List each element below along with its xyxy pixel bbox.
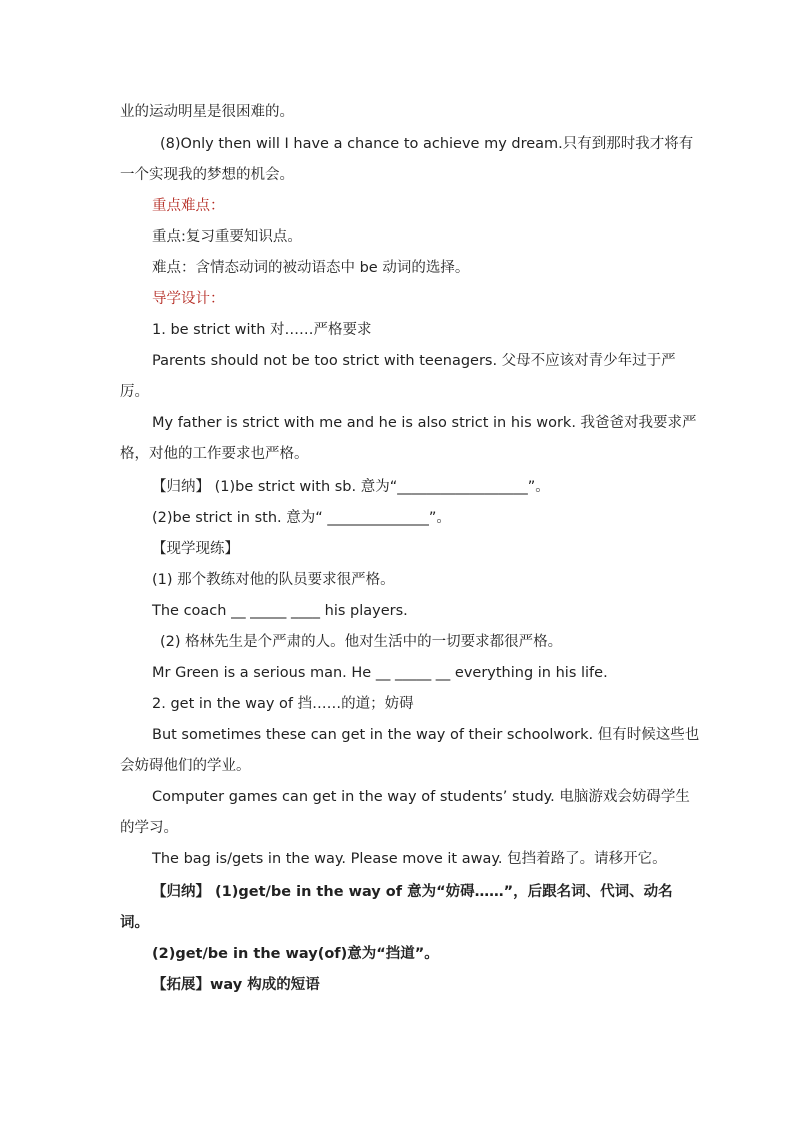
example-sentence: My father is strict with me and he is also strict in his work. 我爸爸对我要求严 [152, 415, 697, 431]
example-sentence: But sometimes these can get in the way of their schoolwork. 但有时候这些也 [152, 727, 700, 743]
example-sentence-cont: 厉。 [120, 384, 149, 400]
difficult-point: 难点：含情态动词的被动语态中 be 动词的选择。 [152, 260, 470, 276]
extension-heading: 【拓展】way 构成的短语 [152, 977, 320, 993]
example-sentence: The bag is/gets in the way. Please move it away. 包挡着路了。请移开它。 [152, 851, 667, 867]
example-sentence-8: (8)Only then will I have a chance to achieve my dream.只有到那时我才将有 [160, 136, 694, 152]
summary-bold-2: (2)get/be in the way(of)意为“挡道”。 [152, 946, 439, 962]
practice-item-2: (2) 格林先生是个严肃的人。他对生活中的一切要求都很严格。 [160, 634, 563, 650]
phrase-heading-1: 1. be strict with 对……严格要求 [152, 322, 372, 338]
example-sentence: Computer games can get in the way of students’ study. 电脑游戏会妨碍学生 [152, 789, 690, 805]
phrase-heading-2: 2. get in the way of 挡……的道；妨碍 [152, 696, 414, 712]
example-sentence-cont: 的学习。 [120, 820, 178, 836]
example-sentence-cont: 格，对他的工作要求也严格。 [120, 446, 309, 462]
paragraph-line: 业的运动明星是很困难的。 [120, 104, 294, 120]
section-heading-guide-design: 导学设计： [152, 291, 225, 307]
summary-bold-1: 【归纳】 (1)get/be in the way of 意为“妨碍……”，后跟名词、代词、动名 [152, 884, 673, 900]
practice-item-1: (1) 那个教练对他的队员要求很严格。 [152, 572, 395, 588]
example-sentence-cont: 会妨碍他们的学业。 [120, 758, 251, 774]
practice-item-2-blank: Mr Green is a serious man. He __ _____ __ everything in his life. [152, 665, 608, 681]
summary-bold-1-cont: 词。 [120, 915, 149, 931]
summary-blank-1: 【归纳】 (1)be strict with sb. 意为“__________________”。 [152, 479, 550, 495]
summary-blank-2: (2)be strict in sth. 意为“ ______________”。 [152, 510, 451, 526]
practice-item-1-blank: The coach __ _____ ____ his players. [152, 603, 408, 619]
section-heading-key-points: 重点难点： [152, 198, 225, 214]
paragraph-line: 一个实现我的梦想的机会。 [120, 167, 294, 183]
key-point: 重点:复习重要知识点。 [152, 229, 302, 245]
example-sentence: Parents should not be too strict with teenagers. 父母不应该对青少年过于严 [152, 353, 676, 369]
practice-heading: 【现学现练】 [152, 541, 239, 557]
